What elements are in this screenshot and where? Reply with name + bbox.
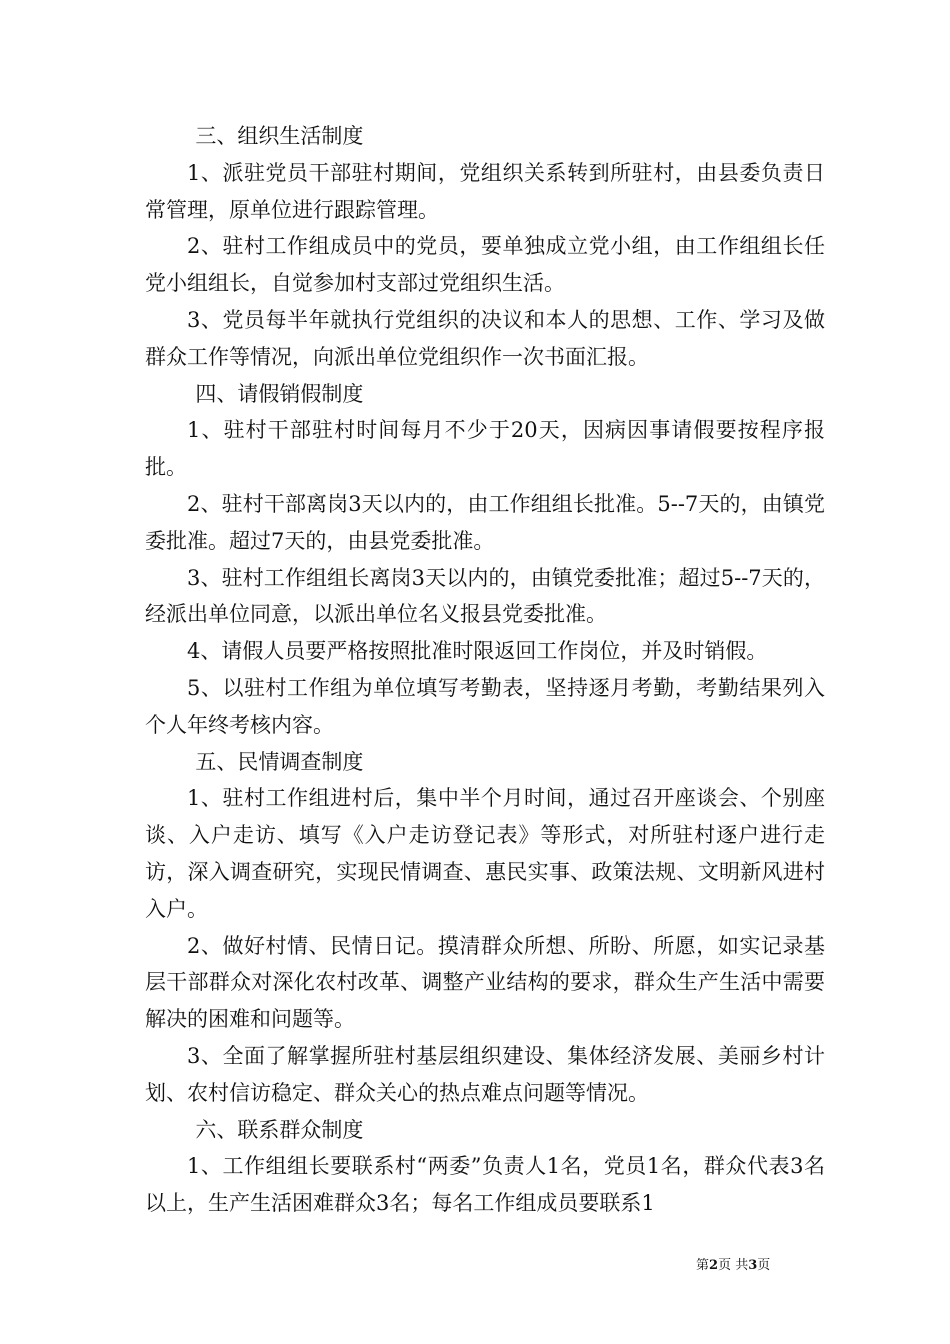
page-footer — [696, 1258, 770, 1274]
footer-suffix: 页 — [757, 1258, 771, 1273]
section-heading: 六、联系群众制度 — [195, 1117, 364, 1142]
paragraph: 1、驻村工作组进村后，集中半个月时间，通过召开座谈会、个别座谈、入户走访、填写《入户走访登记表》等形式，对所驻村逐户进行走访，深入调查研究，实现民情调查、惠民实事、政策法规、文明新风进村入户。 — [145, 786, 825, 921]
paragraph: 3、党员每半年就执行党组织的决议和本人的思想、工作、学习及做群众工作等情况，向派出单位党组织作一次书面汇报。 — [145, 307, 825, 369]
footer-middle: 页 共 — [718, 1258, 749, 1273]
document-body — [145, 118, 825, 1222]
section-heading: 三、组织生活制度 — [195, 124, 364, 148]
section-heading: 五、民情调查制度 — [195, 749, 364, 774]
paragraph: 2、做好村情、民情日记。摸清群众所想、所盼、所愿，如实记录基层干部群众对深化农村改革、调整产业结构的要求，群众生产生活中需要解决的困难和问题等。 — [145, 933, 825, 1032]
paragraph: 2、驻村干部离岗3天以内的，由工作组组长批准。5--7天的，由镇党委批准。超过7天的，由县党委批准。 — [145, 491, 825, 553]
paragraph: 2、驻村工作组成员中的党员，要单独成立党小组，由工作组组长任党小组组长，自觉参加村支部过党组织生活。 — [145, 234, 825, 296]
footer-prefix: 第 — [696, 1258, 710, 1273]
paragraph: 3、全面了解掌握所驻村基层组织建设、集体经济发展、美丽乡村计划、农村信访稳定、群众关心的热点难点问题等情况。 — [145, 1043, 825, 1105]
paragraph: 5、以驻村工作组为单位填写考勤表，坚持逐月考勤，考勤结果列入个人年终考核内容。 — [145, 675, 825, 737]
paragraph: 1、工作组组长要联系村“两委”负责人1名，党员1名，群众代表3名以上，生产生活困难群众3名；每名工作组成员要联系1 — [145, 1154, 825, 1216]
section-heading: 四、请假销假制度 — [195, 381, 364, 406]
paragraph: 1、驻村干部驻村时间每月不少于20天，因病因事请假要按程序报批。 — [145, 418, 825, 480]
paragraph: 1、派驻党员干部驻村期间，党组织关系转到所驻村，由县委负责日常管理，原单位进行跟踪管理。 — [145, 160, 825, 222]
total-pages-number: 3 — [748, 1258, 758, 1273]
paragraph: 3、驻村工作组组长离岗3天以内的，由镇党委批准；超过5--7天的，经派出单位同意，以派出单位名义报县党委批准。 — [145, 565, 825, 627]
current-page-number: 2 — [709, 1258, 719, 1273]
paragraph: 4、请假人员要严格按照批准时限返回工作岗位，并及时销假。 — [187, 639, 768, 664]
